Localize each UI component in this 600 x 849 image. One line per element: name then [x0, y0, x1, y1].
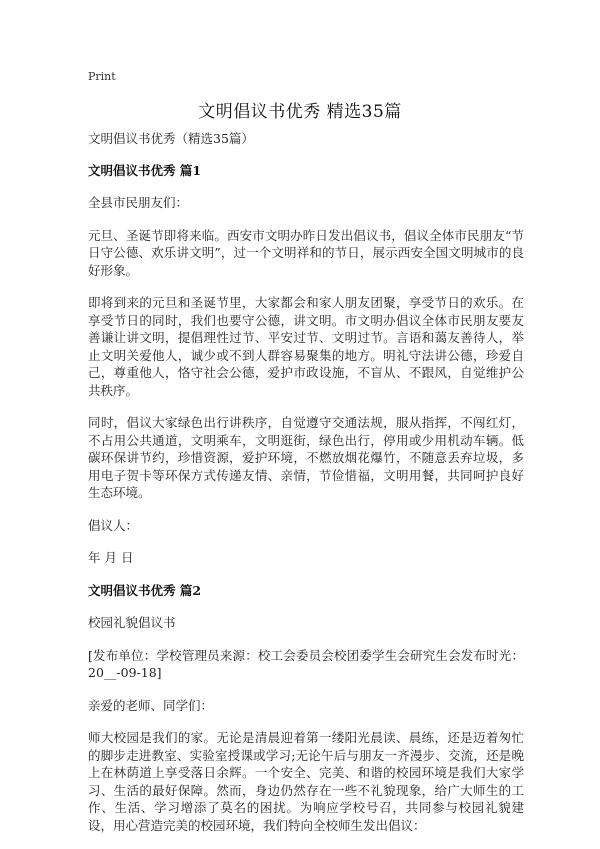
paragraph-1-3: 同时，倡议大家绿色出行讲秩序，自觉遵守交通法规，服从指挥，不闯红灯，不占用公共通道，文明乘车，文明逛街，绿色出行，停用或少用机动车辆。低碳环保讲节约，珍惜资源，爱护环境，不燃放烟花爆竹，不随意丢弃垃圾，多用电子贺卡等环保方式传递友情、亲情，节俭惜福，文明用餐，共同呵护良好生态环境。: [88, 415, 524, 500]
document-body: [88, 130, 524, 849]
document-subtitle: 文明倡议书优秀（精选35篇）: [88, 131, 254, 146]
paragraph-1-2: 即将到来的元旦和圣诞节里，大家都会和家人朋友团聚，享受节日的欢乐。在享受节日的同时，我们也要守公德，讲文明。市文明办倡议全体市民朋友要友善谦让讲文明，提倡理性过节、平安过节、文明过节。言语和蔼友善待人，举止文明关爱他人，诚少或不到人群容易聚集的地方。明礼守法讲公德，珍爱自己，尊重他人，恪守社会公德，爱护市政设施，不盲从、不跟风，自觉维护公共秩序。: [88, 295, 524, 398]
greeting-1: 全县市民朋友们：: [88, 195, 189, 210]
paragraph-1-1: 元旦、圣诞节即将来临。西安市文明办昨日发出倡议书，倡议全体市民朋友“节日守公德、欢乐讲文明”，过一个文明祥和的节日，展示西安全国文明城市的良好形象。: [88, 227, 524, 278]
greeting-2: 亲爱的老师、同学们：: [88, 697, 214, 713]
section-heading-2: 文明倡议书优秀 篇2: [88, 582, 202, 598]
section-2-subtitle: 校园礼貌倡议书: [88, 615, 176, 630]
signer-line: 倡议人：: [88, 517, 139, 533]
section-heading-1: 文明倡议书优秀 篇1: [88, 162, 202, 178]
print-label[interactable]: Print: [88, 70, 116, 83]
publish-info: [发布单位：学校管理员来源：校工会委员会校团委学生会研究生会发布时光：20__-09-18]: [88, 647, 524, 680]
date-line: 年 月 日: [88, 550, 134, 565]
page-title: 文明倡议书优秀 精选35篇: [198, 102, 402, 122]
paragraph-2-1: 师大校园是我们的家。无论是清晨迎着第一缕阳光晨读、晨练，还是迈着匆忙的脚步走进教室、实验室授课或学习;无论午后与朋友一齐漫步、交流，还是晚上在林荫道上享受落日余辉。一个安全、完美、和谐的校园环境是我们大家学习、生活的最好保障。然而，身边仍然存在一些不礼貌现象，给广大师生的工作、生活、学习增添了莫名的困扰。为响应学校号召，共同参与校园礼貌建设，用心营造完美的校园环境，我们特向全校师生发出倡议：: [88, 730, 524, 833]
